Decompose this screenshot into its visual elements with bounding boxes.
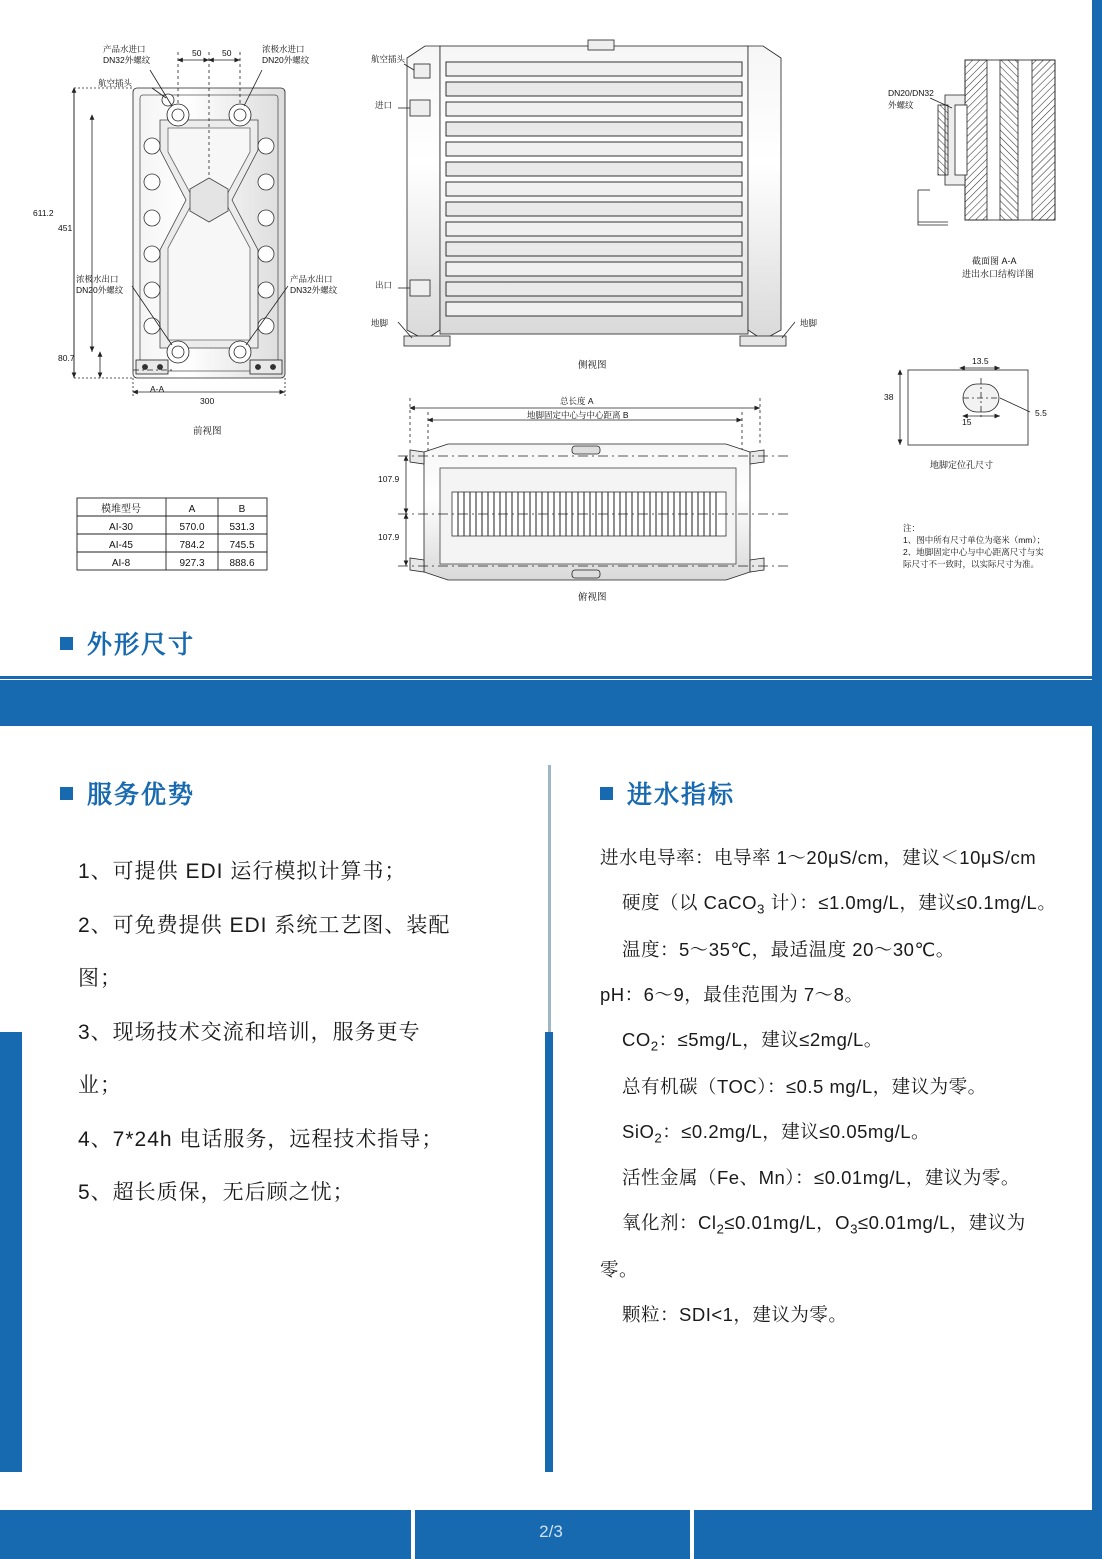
svg-text:AI-8: AI-8 xyxy=(111,558,131,569)
feed-indicator-line: 总有机碳（TOC）：≤0.5 mg/L，建议为零。 xyxy=(622,1075,987,1097)
label-foot-right: 地脚 xyxy=(800,318,818,328)
dim-80: 80.7 xyxy=(58,353,75,363)
label-front-view: 前视图 xyxy=(193,426,222,437)
note-line-3: 际尺寸不一致时，以实际尺寸为准。 xyxy=(903,559,1040,569)
note-line-1: 1、图中所有尺寸单位为毫米（mm）； xyxy=(903,535,1046,545)
label-side-view: 侧视图 xyxy=(578,360,607,371)
note-title: 注： xyxy=(903,523,921,533)
label-concentrate-inlet-thread: DN20外螺纹 xyxy=(262,55,310,65)
label-concentrate-outlet-thread: DN20外螺纹 xyxy=(76,285,124,295)
section-heading-service xyxy=(60,775,195,811)
feed-indicator-line: 活性金属（Fe、Mn）：≤0.01mg/L，建议为零。 xyxy=(622,1167,1020,1189)
section-heading-feed xyxy=(600,775,735,811)
label-foot-hole: 地脚定位孔尺寸 xyxy=(930,460,994,470)
service-advantage-line: 4、7*24h 电话服务，远程技术指导； xyxy=(78,1127,444,1151)
label-concentrate-inlet: 浓极水进口 xyxy=(262,44,305,54)
bullet-square-icon xyxy=(60,637,73,650)
section-heading-dimensions xyxy=(60,625,195,661)
feed-indicators-list xyxy=(600,835,1080,1337)
feed-indicator-line: 进水电导率：电导率 1～20μS/cm，建议＜10μS/cm xyxy=(600,847,1037,868)
bullet-square-icon xyxy=(600,787,613,800)
svg-text:A: A xyxy=(188,504,196,515)
service-advantage-line: 1、可提供 EDI 运行模拟计算书； xyxy=(78,860,407,883)
footer xyxy=(0,1510,1102,1559)
svg-text:745.5: 745.5 xyxy=(229,540,255,551)
svg-text:570.0: 570.0 xyxy=(179,522,205,533)
label-outlet: 出口 xyxy=(375,280,393,290)
svg-text:531.3: 531.3 xyxy=(229,522,255,533)
label-product-water-outlet: 产品水出口 xyxy=(290,274,333,284)
blue-band xyxy=(0,680,1102,726)
service-advantage-line: 5、超长质保，无后顾之忧； xyxy=(78,1181,355,1205)
section-title-service: 服务优势 xyxy=(87,781,196,809)
feed-indicator-line: pH：6～9，最佳范围为 7～8。 xyxy=(600,983,864,1005)
service-advantage-line: 2、可免费提供 EDI 系统工艺图、装配 xyxy=(78,913,451,937)
service-advantage-line: 业； xyxy=(78,1074,122,1098)
svg-text:AI-30: AI-30 xyxy=(109,522,133,533)
bullet-square-icon xyxy=(60,787,73,800)
dim-451: 451 xyxy=(58,223,73,233)
lower-section xyxy=(0,745,1102,1485)
label-thread-spec2: 外螺纹 xyxy=(888,100,914,110)
svg-text:模堆型号: 模堆型号 xyxy=(101,504,141,515)
label-product-water-inlet: 产品水进口 xyxy=(103,44,146,54)
band-top-rule xyxy=(0,676,1102,679)
service-advantage-line: 3、现场技术交流和培训，服务更专 xyxy=(78,1020,421,1044)
feed-indicator-line: 硬度（以 CaCO$_3$ 计）：≤1.0mg/L，建议≤0.1mg/L。 xyxy=(622,892,1057,917)
label-inlet: 进口 xyxy=(375,100,393,110)
label-foot-center-distance: 地脚固定中心与中心距离 B xyxy=(527,410,629,420)
dim-611: 611.2 xyxy=(33,208,54,218)
label-top-view: 俯视图 xyxy=(578,592,607,603)
technical-drawing xyxy=(0,0,1092,615)
feed-indicator-line: 温度：5～35℃，最适温度 20～30℃。 xyxy=(622,938,955,960)
middle-accent-bar xyxy=(545,1032,553,1472)
label-thread-spec: DN20/DN32 xyxy=(888,88,934,98)
label-section-aa: 截面图 A-A xyxy=(972,256,1017,266)
feed-indicator-line: 氧化剂：$Cl_2\le 0.01mg/L$，$O_3\le 0.01mg/L$，建议为 xyxy=(622,1212,1026,1238)
column-divider xyxy=(548,765,551,1045)
label-aviation-plug-2: 航空插头 xyxy=(371,54,406,64)
section-title-feed: 进水指标 xyxy=(627,781,736,809)
service-advantage-line: 图； xyxy=(78,967,122,991)
label-section-detail: 进出水口结构详图 xyxy=(962,269,1035,279)
dim-50b: 50 xyxy=(222,48,232,58)
svg-text:B: B xyxy=(238,504,246,515)
feed-indicator-line: 颗粒：SDI<1，建议为零。 xyxy=(622,1304,848,1326)
section-title-dimensions: 外形尺寸 xyxy=(87,631,196,659)
svg-text:888.6: 888.6 xyxy=(229,558,255,569)
label-aviation-plug: 航空插头 xyxy=(98,78,133,88)
dim-15: 15 xyxy=(962,417,972,427)
label-product-water-inlet-thread: DN32外螺纹 xyxy=(103,55,151,65)
dim-38: 38 xyxy=(884,392,894,402)
model-table xyxy=(77,498,267,570)
label-product-water-outlet-thread: DN32外螺纹 xyxy=(290,285,338,295)
dim-55: 5.5 xyxy=(1035,408,1047,418)
feed-indicator-line: 零。 xyxy=(600,1258,639,1280)
svg-text:AI-45: AI-45 xyxy=(109,540,133,551)
svg-text:927.3: 927.3 xyxy=(179,558,205,569)
note-line-2: 2、地脚固定中心与中心距离尺寸与实 xyxy=(903,547,1044,557)
dim-50a: 50 xyxy=(192,48,202,58)
svg-text:784.2: 784.2 xyxy=(179,540,205,551)
left-accent-bar xyxy=(0,1032,22,1472)
label-total-length: 总长度 A xyxy=(560,396,594,406)
dim-107b: 107.9 xyxy=(378,532,400,542)
feed-indicator-line: SiO$_2$：≤0.2mg/L，建议≤0.05mg/L。 xyxy=(622,1120,931,1146)
label-foot-left: 地脚 xyxy=(371,318,389,328)
label-aa-front: A-A xyxy=(150,384,165,394)
page-number: 2/3 xyxy=(539,1522,563,1541)
dim-135: 13.5 xyxy=(972,356,989,366)
dim-300: 300 xyxy=(200,396,215,406)
service-advantages-list xyxy=(78,845,528,1220)
feed-indicator-line: $CO_2$：≤5mg/L，建议≤2mg/L。 xyxy=(622,1029,883,1054)
dim-107a: 107.9 xyxy=(378,474,400,484)
label-concentrate-outlet: 浓极水出口 xyxy=(76,274,119,284)
